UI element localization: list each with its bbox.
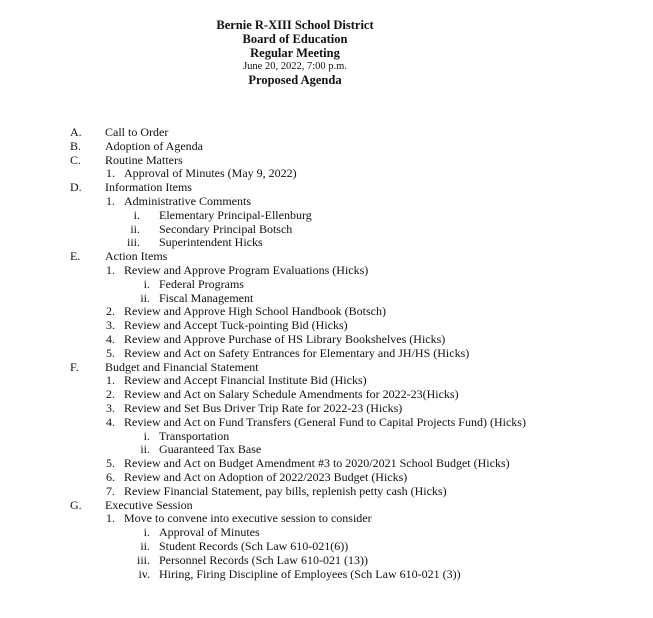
agenda-subitem (0, 554, 653, 568)
board-name: Board of Education (242, 32, 348, 46)
agenda-subitem (0, 292, 653, 306)
subitem-text: Personnel Records (Sch Law 610-021 (13)) (159, 552, 368, 567)
item-text: Approval of Minutes (May 9, 2022) (124, 166, 297, 181)
item-number: 1. (106, 511, 115, 526)
item-number: 5. (106, 345, 115, 360)
subitem-numeral: ii. (130, 221, 140, 236)
subitem-text: Hiring, Firing Discipline of Employees (Sch Law 610-021 (3)) (159, 566, 461, 581)
item-text: Review and Approve Purchase of HS Library Bookshelves (Hicks) (124, 331, 446, 346)
subitem-numeral: iii. (136, 552, 150, 567)
item-text: Review and Approve High School Handbook (Botsch) (124, 304, 386, 319)
subitem-text: Student Records (Sch Law 610-021(6)) (159, 538, 349, 553)
item-text: Review and Set Bus Driver Trip Rate for 2022-23 (Hicks) (124, 400, 403, 415)
section-letter: E. (70, 249, 81, 264)
agenda-section (0, 361, 653, 375)
item-text: Move to convene into executive session to consider (124, 511, 372, 526)
subitem-numeral: i. (143, 428, 150, 443)
section-letter: C. (70, 152, 82, 167)
agenda-title: Proposed Agenda (248, 73, 342, 87)
agenda-item (0, 457, 653, 471)
agenda-item (0, 388, 653, 402)
agenda-item (0, 195, 653, 209)
section-title: Call to Order (105, 125, 169, 139)
section-letter: G. (70, 497, 82, 512)
section-title: Action Items (105, 249, 168, 264)
agenda-item (0, 167, 653, 181)
agenda-item (0, 333, 653, 347)
agenda-section (0, 140, 653, 154)
section-title: Adoption of Agenda (105, 138, 203, 153)
agenda-item (0, 264, 653, 278)
item-number: 4. (106, 331, 115, 346)
agenda-header (0, 18, 590, 87)
agenda-item (0, 471, 653, 485)
item-text: Review and Act on Adoption of 2022/2023 Budget (Hicks) (124, 469, 408, 484)
agenda-subitem (0, 209, 653, 223)
item-text: Review and Approve Program Evaluations (Hicks) (124, 262, 369, 277)
agenda-section (0, 499, 653, 513)
agenda-item (0, 402, 653, 416)
subitem-text: Superintendent Hicks (159, 235, 263, 250)
item-number: 1. (106, 193, 115, 208)
subitem-numeral: i. (133, 207, 140, 222)
agenda-subitem (0, 430, 653, 444)
section-title: Budget and Financial Statement (105, 359, 259, 374)
item-text: Administrative Comments (124, 193, 251, 208)
subitem-text: Secondary Principal Botsch (159, 221, 293, 236)
item-text: Review and Accept Tuck-pointing Bid (Hicks) (124, 318, 348, 333)
subitem-numeral: iv. (138, 566, 150, 581)
item-number: 1. (106, 166, 115, 181)
item-number: 2. (106, 304, 115, 319)
agenda-subitem (0, 540, 653, 554)
agenda-section (0, 181, 653, 195)
item-text: Review and Act on Budget Amendment #3 to 2020/2021 School Budget (Hicks) (124, 456, 510, 471)
section-letter: D. (70, 180, 82, 195)
subitem-text: Fiscal Management (159, 290, 254, 305)
agenda-item (0, 485, 653, 499)
agenda-subitem (0, 526, 653, 540)
agenda-subitem (0, 568, 653, 582)
agenda-item (0, 347, 653, 361)
subitem-text: Federal Programs (159, 276, 244, 291)
section-title: Executive Session (105, 497, 193, 512)
section-title: Information Items (105, 180, 192, 195)
item-number: 3. (106, 400, 115, 415)
subitem-numeral: iii. (126, 235, 140, 250)
item-text: Review and Act on Fund Transfers (General Fund to Capital Projects Fund) (Hicks) (124, 414, 526, 429)
section-letter: B. (70, 138, 82, 153)
item-text: Review and Act on Salary Schedule Amendments for 2022-23(Hicks) (124, 387, 459, 402)
subitem-numeral: i. (143, 276, 150, 291)
subitem-text: Transportation (159, 428, 230, 443)
agenda-subitem (0, 236, 653, 250)
agenda-subitem (0, 223, 653, 237)
subitem-numeral: ii. (140, 538, 150, 553)
meeting-type: Regular Meeting (250, 46, 340, 60)
district-name: Bernie R-XIII School District (216, 18, 374, 32)
agenda-list (0, 126, 653, 581)
agenda-section (0, 126, 653, 140)
item-text: Review and Accept Financial Institute Bid (Hicks) (124, 373, 367, 388)
item-number: 3. (106, 318, 115, 333)
agenda-subitem (0, 278, 653, 292)
subitem-numeral: i. (143, 525, 150, 540)
section-letter: A. (70, 125, 82, 139)
agenda-section (0, 154, 653, 168)
item-text: Review and Act on Safety Entrances for Elementary and JH/HS (Hicks) (124, 345, 470, 360)
agenda-section (0, 250, 653, 264)
item-number: 4. (106, 414, 115, 429)
agenda-item (0, 374, 653, 388)
subitem-numeral: ii. (140, 442, 150, 457)
agenda-item (0, 319, 653, 333)
meeting-date: June 20, 2022, 7:00 p.m. (243, 61, 347, 72)
section-title: Routine Matters (105, 152, 183, 167)
subitem-text: Approval of Minutes (159, 525, 260, 540)
item-number: 5. (106, 456, 115, 471)
item-number: 1. (106, 373, 115, 388)
agenda-subitem (0, 443, 653, 457)
subitem-text: Elementary Principal-Ellenburg (159, 207, 312, 222)
section-letter: F. (70, 359, 79, 374)
item-number: 1. (106, 262, 115, 277)
item-text: Review Financial Statement, pay bills, replenish petty cash (Hicks) (124, 483, 447, 498)
agenda-item (0, 416, 653, 430)
item-number: 2. (106, 387, 115, 402)
agenda-item (0, 305, 653, 319)
item-number: 6. (106, 469, 115, 484)
subitem-text: Guaranteed Tax Base (159, 442, 262, 457)
agenda-item (0, 512, 653, 526)
subitem-numeral: ii. (140, 290, 150, 305)
item-number: 7. (106, 483, 115, 498)
